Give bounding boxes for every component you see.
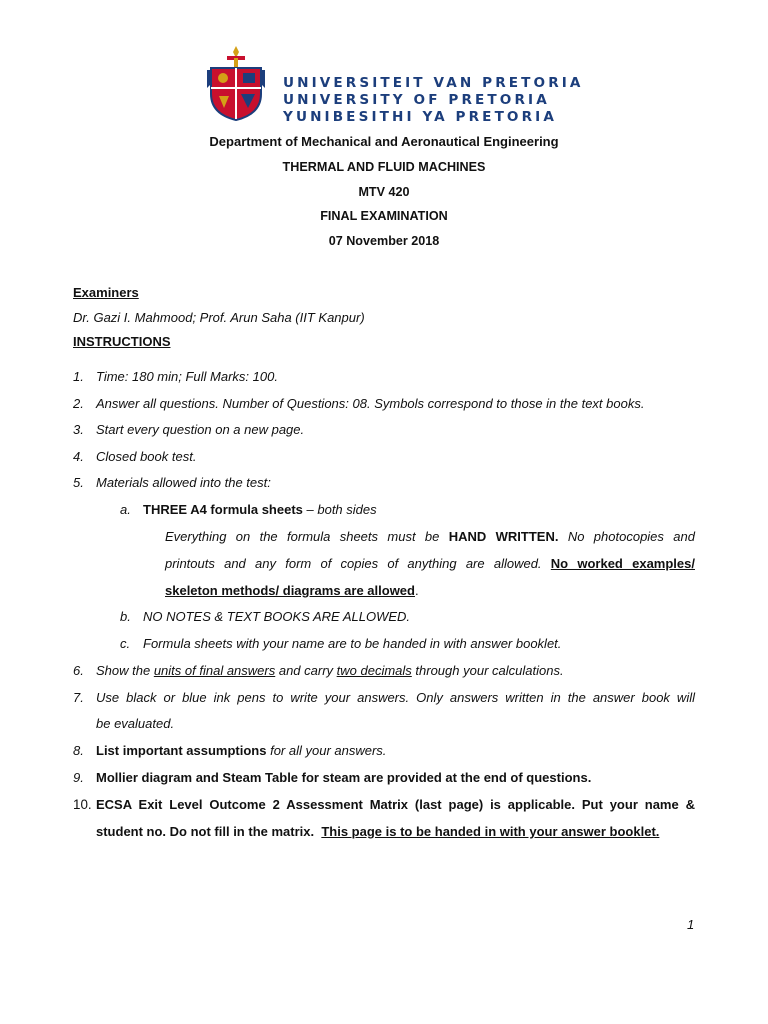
instruction-ink-line2: be evaluated.: [96, 716, 175, 731]
exam-type: FINAL EXAMINATION: [320, 209, 448, 223]
underlined-text: units of final answers: [153, 663, 276, 678]
sub-item-hand-in-sheets: Formula sheets with your name are to be handed in with answer booklet.: [143, 636, 562, 651]
sub-item-formula-sheets: [143, 502, 377, 517]
formula-sheet-rule-line2: [165, 556, 695, 571]
rule-text: Everything on the formula sheets must be: [165, 529, 440, 544]
text: and carry: [275, 663, 337, 678]
course-code: MTV 420: [358, 185, 410, 199]
item-number: 7.: [73, 690, 84, 705]
sub-item-no-notes: NO NOTES & TEXT BOOKS ARE ALLOWED.: [143, 609, 411, 624]
instruction-mollier: Mollier diagram and Steam Table for steam are provided at the end of questions.: [96, 770, 592, 785]
bold-text: List important assumptions: [96, 743, 267, 758]
text: Show the: [96, 663, 154, 678]
rule-text: printouts and any form of copies of anything are allowed.: [165, 556, 542, 571]
item-number: 1.: [73, 369, 84, 384]
item-number: 2.: [73, 396, 84, 411]
rule-bold-underlined: No worked examples/: [550, 556, 695, 571]
sub-item-marker: c.: [120, 636, 131, 651]
item-number: 4.: [73, 449, 84, 464]
underlined-bold-text: This page is to be handed in with your answer booklet.: [321, 824, 660, 839]
instructions-heading: INSTRUCTIONS: [73, 334, 171, 349]
text: through your calculations.: [411, 663, 564, 678]
text: for all your answers.: [266, 743, 387, 758]
exam-date: 07 November 2018: [328, 234, 440, 248]
item-number: 8.: [73, 743, 84, 758]
instruction-answer-all: Answer all questions. Number of Questions: 08. Symbols correspond to those in the text books.: [96, 396, 645, 411]
formula-sheet-rule-line1: [165, 529, 695, 544]
instruction-time: Time: 180 min; Full Marks: 100.: [96, 369, 278, 384]
formula-sheets-bold: THREE A4 formula sheets: [143, 502, 303, 517]
instruction-new-page: Start every question on a new page.: [96, 422, 305, 437]
course-title: THERMAL AND FLUID MACHINES: [282, 160, 486, 174]
item-number: 3.: [73, 422, 84, 437]
rule-text: No photocopies and: [567, 529, 695, 544]
university-name-block: [283, 75, 584, 126]
item-number: 9.: [73, 770, 84, 785]
rule-bold-underlined: skeleton methods/ diagrams are allowed: [165, 583, 415, 598]
formula-sheets-rest: – both sides: [302, 502, 377, 517]
department-name: Department of Mechanical and Aeronautical Engineering: [209, 134, 559, 149]
instruction-assumptions: [96, 743, 386, 758]
page-number: 1: [687, 917, 695, 932]
rule-text: .: [414, 583, 419, 598]
item-number: 5.: [73, 475, 84, 490]
item-number: 6.: [73, 663, 84, 678]
bold-text: student no. Do not fill in the matrix.: [96, 824, 322, 839]
rule-bold: HAND WRITTEN.: [448, 529, 559, 544]
instruction-ecsa-line2: [96, 824, 659, 839]
instruction-ecsa-line1: ECSA Exit Level Outcome 2 Assessment Matrix (last page) is applicable. Put your name &: [96, 797, 695, 812]
instruction-materials: Materials allowed into the test:: [96, 475, 271, 490]
university-name-english: UNIVERSITY OF PRETORIA: [283, 92, 550, 108]
sub-item-marker: b.: [120, 609, 131, 624]
university-logo: [205, 44, 584, 126]
instruction-closed-book: Closed book test.: [96, 449, 197, 464]
examiners-heading: Examiners: [73, 285, 139, 300]
formula-sheet-rule-line3: [165, 583, 419, 598]
university-crest-icon: [205, 44, 267, 122]
item-number: 10.: [73, 797, 92, 812]
underlined-text: two decimals: [336, 663, 412, 678]
university-name-sepedi: YUNIBESITHI YA PRETORIA: [283, 109, 557, 125]
university-name-afrikaans: UNIVERSITEIT VAN PRETORIA: [283, 75, 584, 91]
instruction-units: [96, 663, 564, 678]
examiners-names: Dr. Gazi I. Mahmood; Prof. Arun Saha (IIT Kanpur): [73, 310, 365, 325]
sub-item-marker: a.: [120, 502, 131, 517]
instruction-ink-line1: Use black or blue ink pens to write your answers. Only answers written in the answer book will: [96, 690, 695, 705]
